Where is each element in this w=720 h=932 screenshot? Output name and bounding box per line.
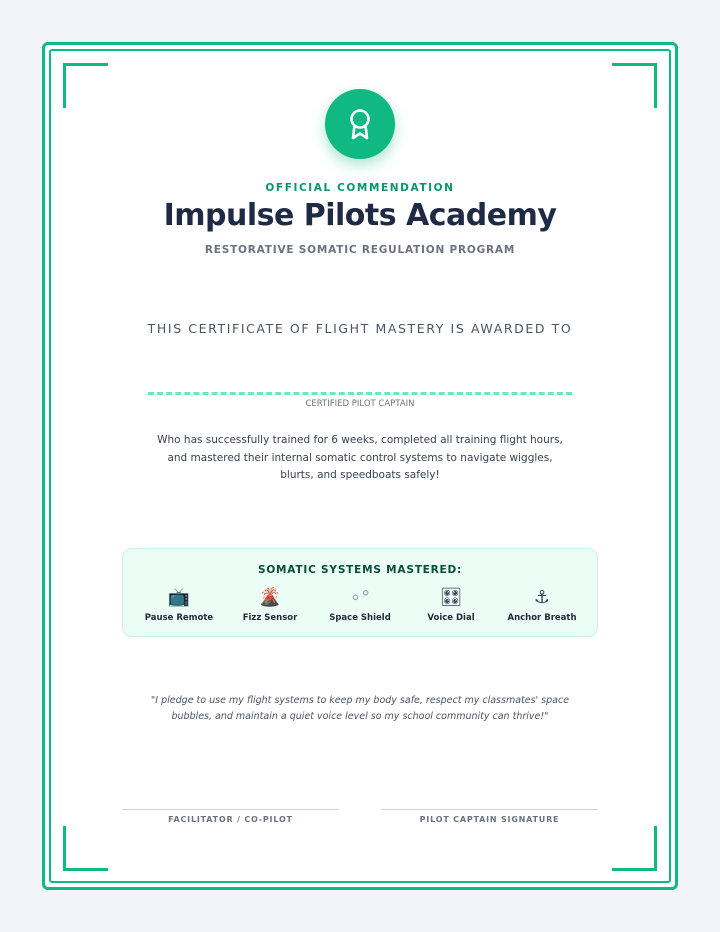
system-label: Anchor Breath [507, 613, 577, 623]
system-item-pause-remote [134, 587, 224, 623]
certificate-subtitle: RESTORATIVE SOMATIC REGULATION PROGRAM [204, 244, 516, 256]
awarded-to-text: THIS CERTIFICATE OF FLIGHT MASTERY IS AWARDED TO [147, 321, 573, 336]
certificate-kicker: OFFICIAL COMMENDATION [265, 182, 455, 194]
award-badge [325, 89, 395, 159]
system-item-space-shield [315, 587, 405, 623]
control-knobs-icon: 🎛 [439, 587, 463, 608]
pilot-captain-signature-label: PILOT CAPTAIN SIGNATURE [419, 815, 560, 824]
facilitator-signature-label: FACILITATOR / CO-PILOT [168, 815, 293, 824]
certificate-description: Who has successfully trained for 6 weeks, completed all training flight hours, and mastered their internal somatic control systems to navigate wiggles, blurts, and speedboats safely! [157, 434, 563, 481]
corner-ornament-bottom-left [63, 826, 108, 871]
pilot-captain-signature-line[interactable] [381, 809, 598, 810]
corner-ornament-top-left [63, 63, 108, 108]
corner-ornament-bottom-right [612, 826, 657, 871]
volcano-icon: 🌋 [258, 587, 282, 608]
systems-mastered-panel [122, 548, 598, 637]
system-label: Pause Remote [144, 613, 214, 623]
pledge-quote: "I pledge to use my flight systems to keep my body safe, respect my classmates' space bubbles, and maintain a quiet voice level so my school community can thrive!" [150, 695, 570, 722]
system-label: Space Shield [329, 613, 391, 623]
system-label: Voice Dial [427, 613, 475, 623]
recipient-name-line[interactable] [148, 392, 572, 395]
anchor-icon: ⚓ [533, 587, 551, 608]
recipient-caption: CERTIFIED PILOT CAPTAIN [305, 399, 415, 409]
systems-mastered-title: SOMATIC SYSTEMS MASTERED: [257, 564, 463, 576]
award-ribbon-icon [345, 107, 375, 141]
bubbles-icon: ∘° [349, 587, 371, 608]
corner-ornament-top-right [612, 63, 657, 108]
facilitator-signature-line[interactable] [122, 809, 339, 810]
system-label: Fizz Sensor [242, 613, 298, 623]
system-item-fizz-sensor [225, 587, 315, 623]
system-item-voice-dial [406, 587, 496, 623]
system-item-anchor-breath [497, 587, 587, 623]
television-icon: 📺 [167, 587, 191, 608]
certificate-title: Impulse Pilots Academy [163, 198, 557, 233]
